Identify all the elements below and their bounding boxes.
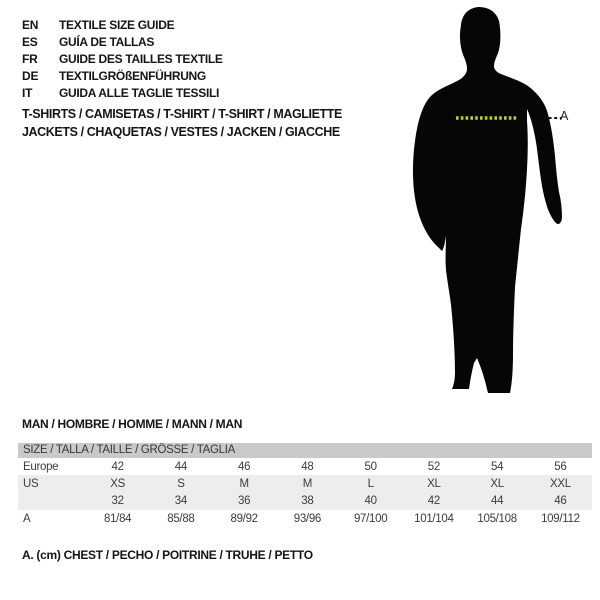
table-cell: 105/108 [477,513,517,525]
man-silhouette-shape [413,7,562,393]
table-cell: 54 [491,460,504,473]
language-row-es [22,33,223,50]
table-cell: 46 [554,495,567,507]
table-row-europe [18,458,592,475]
table-cell: 50 [364,460,377,473]
table-cell: 38 [301,495,314,507]
category-tshirts: T-SHIRTS / CAMISETAS / T-SHIRT / T-SHIRT / MAGLIETTE [22,107,342,121]
language-row-en [22,16,223,33]
category-jackets: JACKETS / CHAQUETAS / VESTES / JACKEN / GIACCHE [22,124,340,139]
table-cell: 85/88 [167,513,195,525]
language-label: GUÍA DE TALLAS [59,34,155,49]
table-cell: 32 [111,495,124,507]
language-list [22,16,223,101]
row-label: A [23,513,31,525]
table-row-chest-cm [18,510,592,528]
language-row-de [22,67,223,84]
language-row-fr [22,50,223,67]
language-label: TEXTILGRÖßENFÜHRUNG [59,68,206,83]
table-cell: 109/112 [541,513,580,525]
table-cell: 97/100 [353,513,388,525]
table-cell: XL [427,477,441,490]
language-code: ES [22,34,38,49]
garment-categories [22,106,342,141]
table-cell: 56 [554,460,567,473]
table-cell: 93/96 [293,513,322,525]
row-label: US [23,477,39,490]
man-silhouette-figure [400,0,600,400]
language-label: GUIDA ALLE TAGLIE TESSILI [59,85,220,100]
table-cell: 48 [301,460,314,473]
language-code: EN [22,17,39,32]
table-cell: 34 [174,495,187,507]
table-cell: 101/104 [414,513,454,525]
table-cell: XXL [549,477,571,490]
table-cell: M [239,477,249,490]
language-row-it [22,84,223,101]
table-cell: 44 [491,495,504,507]
table-cell: XS [110,477,125,490]
language-label: GUIDE DES TAILLES TEXTILE [59,51,223,66]
size-table-header: SIZE / TALLA / TAILLE / GRÖSSE / TAGLIA [18,443,592,458]
table-cell: XL [490,477,504,490]
table-cell: S [177,477,185,490]
size-table [18,443,592,528]
table-row-us-numbers [18,492,592,510]
measurement-label-a: A [560,109,569,123]
row-label: Europe [23,460,59,473]
language-label: TEXTILE SIZE GUIDE [59,17,175,32]
table-cell: L [367,477,374,490]
language-code: DE [22,68,39,83]
table-row-us-letters [18,475,592,492]
table-cell: 46 [238,460,251,473]
table-cell: M [302,477,313,490]
man-silhouette-svg [400,0,600,400]
table-cell: 42 [427,495,440,507]
table-cell: 89/92 [230,513,258,525]
table-cell: 42 [111,460,124,473]
language-code: FR [22,51,38,66]
table-cell: 36 [238,495,251,507]
section-title-man: MAN / HOMBRE / HOMME / MANN / MAN [22,417,243,431]
language-code: IT [22,85,33,100]
table-cell: 40 [364,495,377,507]
table-cell: 44 [174,460,187,473]
measurement-footnote: A. (cm) CHEST / PECHO / POITRINE / TRUHE / PETTO [22,548,313,562]
table-cell: 52 [427,460,440,473]
table-cell: 81/84 [103,513,132,525]
